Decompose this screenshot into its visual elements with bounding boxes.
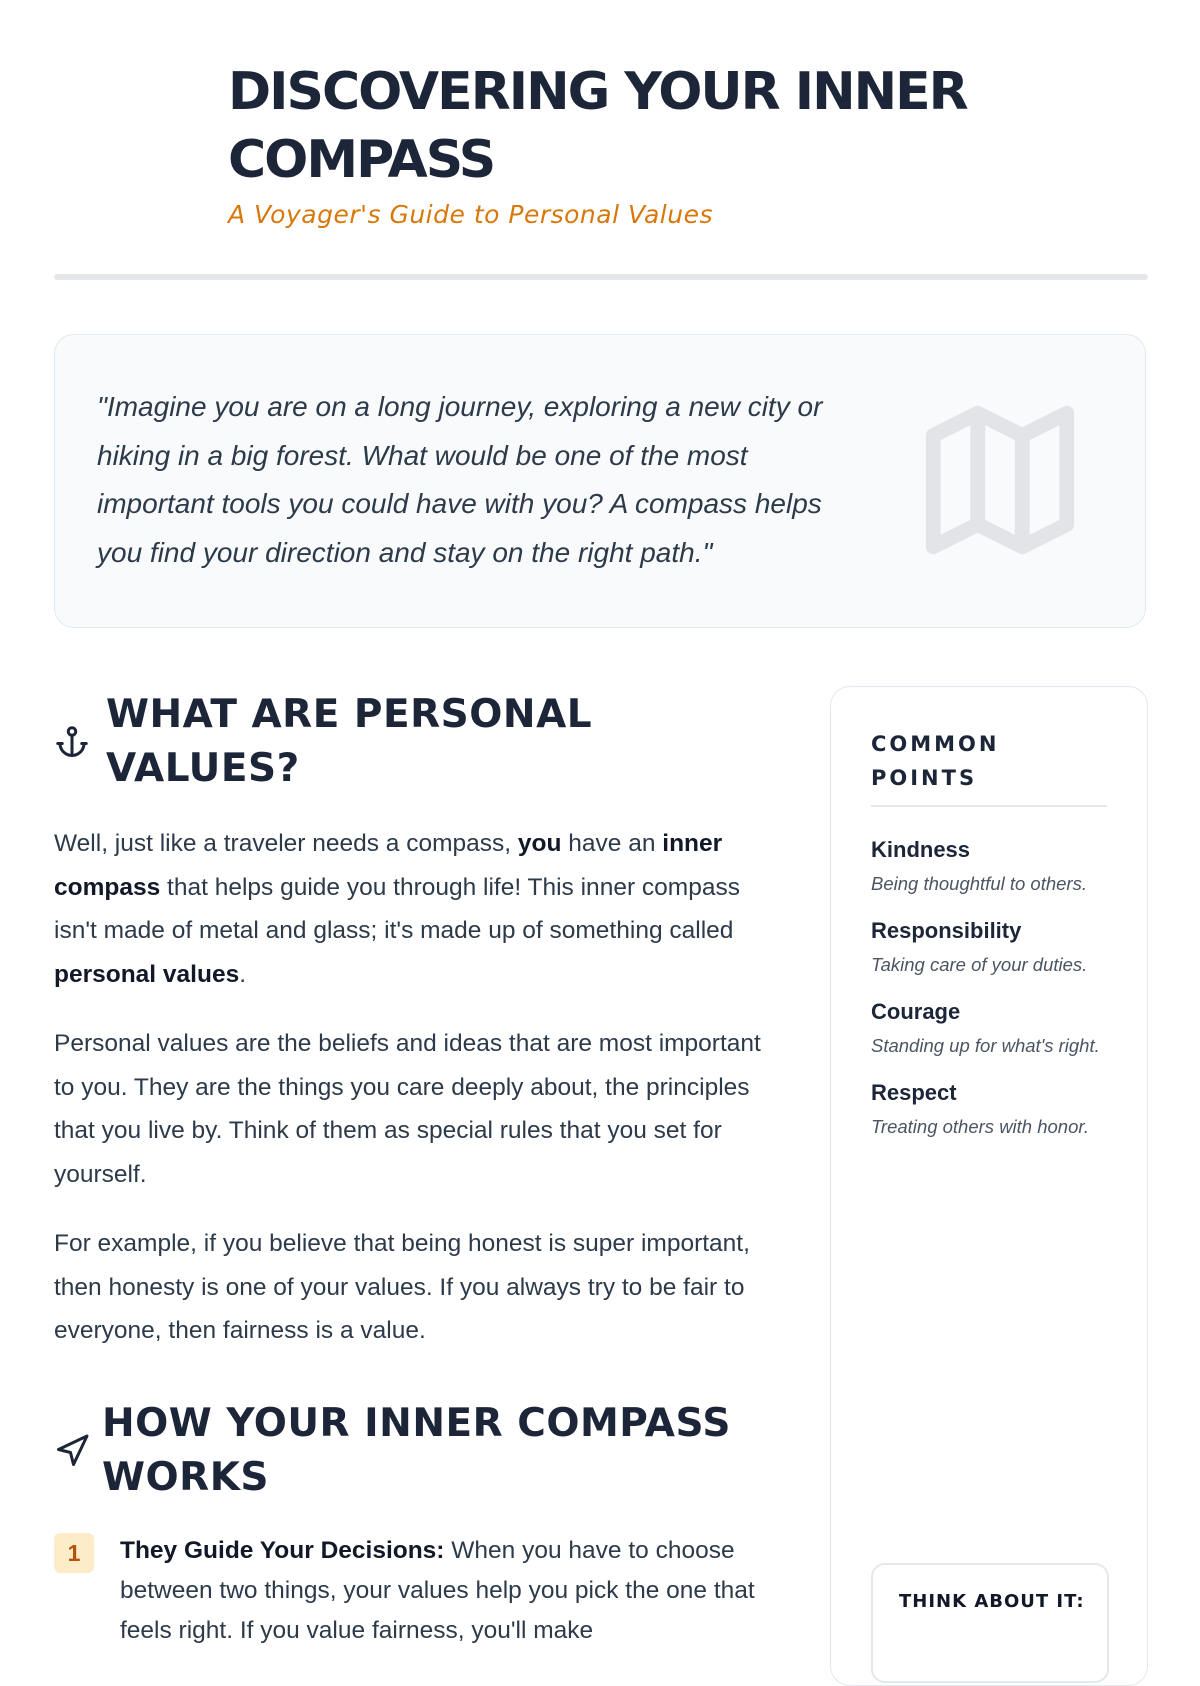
section-how-heading: HOW YOUR INNER COMPASS WORKS xyxy=(102,1400,731,1500)
value-description: Treating others with honor. xyxy=(871,1116,1089,1137)
step-number-badge: 1 xyxy=(54,1533,94,1573)
step-item xyxy=(54,1531,774,1651)
intro-quote-box xyxy=(54,334,1146,628)
value-description: Standing up for what's right. xyxy=(871,1035,1100,1056)
section-values-heading: WHAT ARE PERSONAL VALUES? xyxy=(106,692,593,791)
header-divider xyxy=(54,274,1148,280)
section-values-header xyxy=(54,688,774,796)
value-item xyxy=(871,835,1111,896)
section-how-header xyxy=(54,1397,774,1505)
think-about-it-box xyxy=(871,1563,1109,1683)
value-name: Courage xyxy=(871,999,961,1024)
value-item xyxy=(871,997,1111,1058)
value-name: Responsibility xyxy=(871,918,1022,943)
step-text: They Guide Your Decisions: When you have to choose between two things, your values help you pick the one that feels right. If you value fairness, you'll make xyxy=(120,1536,755,1644)
page-title: DISCOVERING YOUR INNER COMPASS xyxy=(228,62,967,190)
values-paragraph-1: Well, just like a traveler needs a compass, you have an inner compass that helps guide you through life! This inner compass isn't made of metal and glass; it's made up of something called personal values. xyxy=(54,830,740,988)
map-icon xyxy=(911,387,1089,573)
sidebar-divider xyxy=(871,805,1107,807)
values-paragraph-3: For example, if you believe that being honest is super important, then honesty is one of your values. If you always try to be fair to everyone, then fairness is a value. xyxy=(54,1230,750,1344)
page-subtitle: A Voyager's Guide to Personal Values xyxy=(228,200,714,229)
page-header xyxy=(228,58,1128,229)
value-item xyxy=(871,916,1111,977)
navigation-arrow-icon xyxy=(54,1433,90,1469)
value-name: Kindness xyxy=(871,837,971,862)
value-name: Respect xyxy=(871,1080,957,1105)
anchor-icon xyxy=(54,724,90,760)
values-paragraph-2: Personal values are the beliefs and ideas that are most important to you. They are the things you care deeply about, the principles that you live by. Think of them as special rules that you set for yourself. xyxy=(54,1030,761,1188)
value-item xyxy=(871,1078,1111,1139)
sidebar-title: COMMON POINTS xyxy=(871,732,1000,790)
values-list xyxy=(871,835,1111,1159)
how-steps-list xyxy=(54,1531,774,1651)
intro-quote-text: "Imagine you are on a long journey, exploring a new city or hiking in a big forest. What would be one of the most important tools you could have with you? A compass helps you find your direction and stay on the right path." xyxy=(97,391,823,568)
common-points-sidebar xyxy=(830,686,1148,1686)
value-description: Being thoughtful to others. xyxy=(871,873,1087,894)
think-about-it-label: THINK ABOUT IT: xyxy=(899,1591,1085,1612)
main-content xyxy=(54,688,774,1651)
value-description: Taking care of your duties. xyxy=(871,954,1088,975)
